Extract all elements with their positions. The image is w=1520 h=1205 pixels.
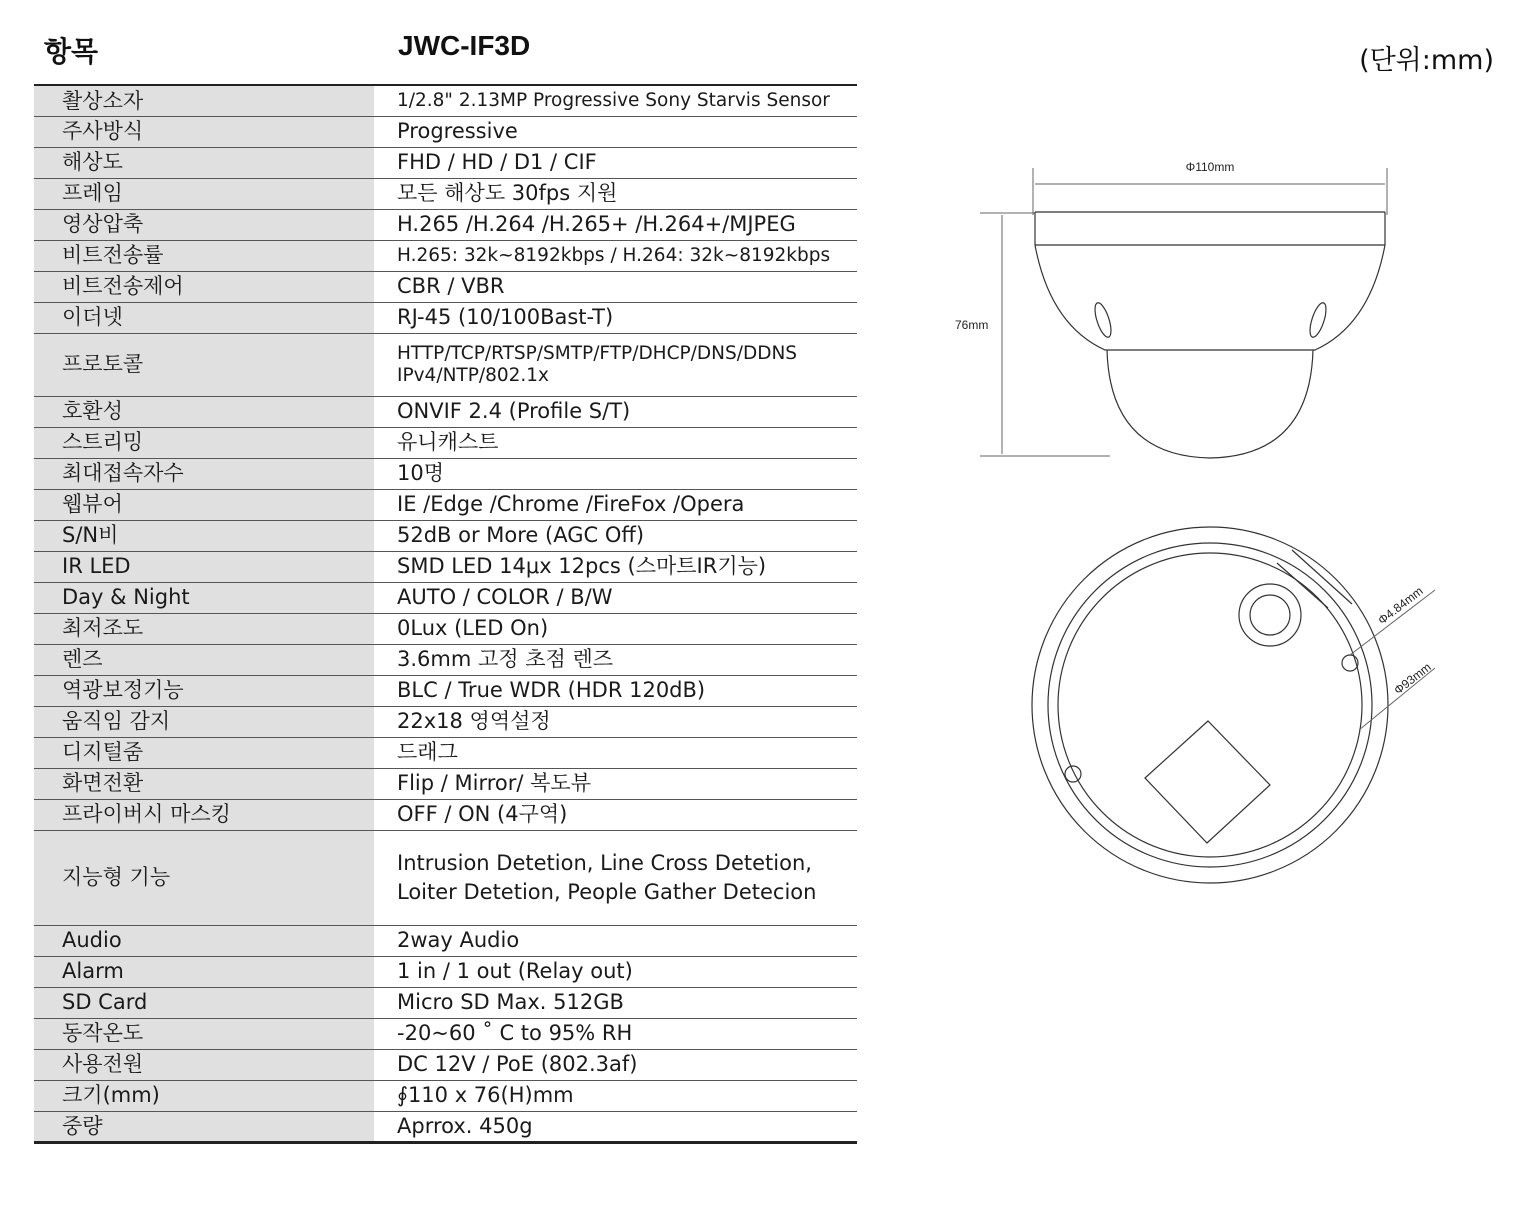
spec-value: H.265 /H.264 /H.265+ /H.264+/MJPEG (374, 209, 857, 240)
spec-value: 1 in / 1 out (Relay out) (374, 956, 857, 987)
table-row (34, 178, 857, 209)
spec-key: 호환성 (34, 396, 374, 427)
spec-value: OFF / ON (4구역) (374, 799, 857, 830)
spec-value: Flip / Mirror/ 복도뷰 (374, 768, 857, 799)
spec-key: 최저조도 (34, 613, 374, 644)
spec-value: 0Lux (LED On) (374, 613, 857, 644)
table-row (34, 925, 857, 956)
spec-value: FHD / HD / D1 / CIF (374, 147, 857, 178)
table-row (34, 489, 857, 520)
spec-value-line2: IPv4/NTP/802.1x (397, 364, 550, 386)
table-row (34, 1111, 857, 1142)
spec-value-line1: HTTP/TCP/RTSP/SMTP/FTP/DHCP/DNS/DDNS (397, 343, 798, 365)
table-row (34, 768, 857, 799)
side-view (980, 168, 1387, 458)
spec-key: 비트전송률 (34, 240, 374, 271)
table-row (34, 706, 857, 737)
base-dimension-label: Φ93mm (1391, 659, 1434, 698)
spec-key: S/N비 (34, 520, 374, 551)
spec-value: 드래그 (374, 737, 857, 768)
spec-value: Progressive (374, 116, 857, 147)
spec-key: 화면전환 (34, 768, 374, 799)
spec-value: 모든 해상도 30fps 지원 (374, 178, 857, 209)
spec-key: Alarm (34, 956, 374, 987)
table-row (34, 333, 857, 396)
camera-dimension-drawing (940, 120, 1480, 910)
spec-value-line1: Intrusion Detetion, Line Cross Detetion, (397, 851, 812, 876)
spec-value: Aprrox. 450g (397, 1113, 533, 1138)
header-item-label: 항목 (44, 35, 99, 68)
spec-value: ∮110 x 76(H)mm (374, 1080, 857, 1111)
spec-key: Day & Night (34, 582, 374, 613)
spec-value: -20~60 ˚ C to 95% RH (374, 1018, 857, 1049)
spec-value: H.265: 32k~8192kbps / H.264: 32k~8192kbps (374, 240, 857, 271)
spec-key: 디지털줌 (34, 737, 374, 768)
spec-value (374, 830, 857, 925)
spec-key: 역광보정기능 (34, 675, 374, 706)
table-row (34, 987, 857, 1018)
spec-key: 프라이버시 마스킹 (34, 799, 374, 830)
spec-key: 웹뷰어 (34, 489, 374, 520)
table-row (34, 737, 857, 768)
hole-dimension-label: Φ4.84mm (1375, 583, 1426, 628)
spec-key: 스트리밍 (34, 427, 374, 458)
spec-key: SD Card (34, 987, 374, 1018)
table-row (34, 1049, 857, 1080)
table-row (34, 644, 857, 675)
table-row (34, 582, 857, 613)
spec-value: 2way Audio (374, 925, 857, 956)
spec-value: 52dB or More (AGC Off) (374, 520, 857, 551)
table-row (34, 396, 857, 427)
table-row (34, 1080, 857, 1111)
table-row (34, 427, 857, 458)
spec-value: Micro SD Max. 512GB (374, 987, 857, 1018)
table-row (34, 830, 857, 925)
spec-key: 움직임 감지 (34, 706, 374, 737)
height-dimension-label: 76mm (955, 318, 989, 332)
spec-key: Audio (34, 925, 374, 956)
table-row (34, 520, 857, 551)
spec-key: 지능형 기능 (34, 830, 374, 925)
spec-key: 사용전원 (34, 1049, 374, 1080)
table-row (34, 675, 857, 706)
spec-key: 동작온도 (34, 1018, 374, 1049)
table-row (34, 209, 857, 240)
spec-value: 1/2.8" 2.13MP Progressive Sony Starvis Sensor (374, 85, 857, 116)
spec-key: 중량 (34, 1111, 374, 1142)
spec-key: 비트전송제어 (34, 271, 374, 302)
spec-value: 유니캐스트 (374, 427, 857, 458)
spec-value: 3.6mm 고정 초점 렌즈 (374, 644, 857, 675)
spec-key: 이더넷 (34, 302, 374, 333)
table-row (34, 116, 857, 147)
spec-key: IR LED (34, 551, 374, 582)
spec-value: RJ-45 (10/100Bast-T) (374, 302, 857, 333)
spec-value: DC 12V / PoE (802.3af) (374, 1049, 857, 1080)
table-row (34, 799, 857, 830)
spec-value: SMD LED 14μx 12pcs (스마트IR기능) (374, 551, 857, 582)
unit-label: (단위:mm) (1359, 45, 1494, 76)
spec-value: AUTO / COLOR / B/W (374, 582, 857, 613)
spec-value: 10명 (374, 458, 857, 489)
spec-key: 최대접속자수 (34, 458, 374, 489)
header-model: JWC-IF3D (398, 30, 531, 61)
spec-value (374, 333, 857, 396)
spec-key: 촬상소자 (34, 85, 374, 116)
spec-key: 영상압축 (34, 209, 374, 240)
bottom-view (1032, 527, 1435, 883)
table-row (34, 85, 857, 116)
table-row (34, 1018, 857, 1049)
table-row (34, 302, 857, 333)
spec-value: BLC / True WDR (HDR 120dB) (374, 675, 857, 706)
spec-key: 주사방식 (34, 116, 374, 147)
spec-value: IE /Edge /Chrome /FireFox /Opera (374, 489, 857, 520)
spec-key: 해상도 (34, 147, 374, 178)
spec-value: 22x18 영역설정 (374, 706, 857, 737)
spec-value-line2: Loiter Detetion, People Gather Detecion (397, 879, 817, 904)
spec-key: 프레임 (34, 178, 374, 209)
spec-value: CBR / VBR (374, 271, 857, 302)
spec-value: ONVIF 2.4 (Profile S/T) (374, 396, 857, 427)
table-row (34, 271, 857, 302)
spec-key: 렌즈 (34, 644, 374, 675)
table-row (34, 458, 857, 489)
table-row (34, 613, 857, 644)
table-row (34, 956, 857, 987)
table-row (34, 147, 857, 178)
table-row (34, 551, 857, 582)
spec-key: 프로토콜 (34, 333, 374, 396)
width-dimension-label: Φ110mm (1185, 160, 1235, 174)
spec-key: 크기(mm) (34, 1080, 374, 1111)
spec-table (34, 84, 857, 1144)
table-row (34, 240, 857, 271)
